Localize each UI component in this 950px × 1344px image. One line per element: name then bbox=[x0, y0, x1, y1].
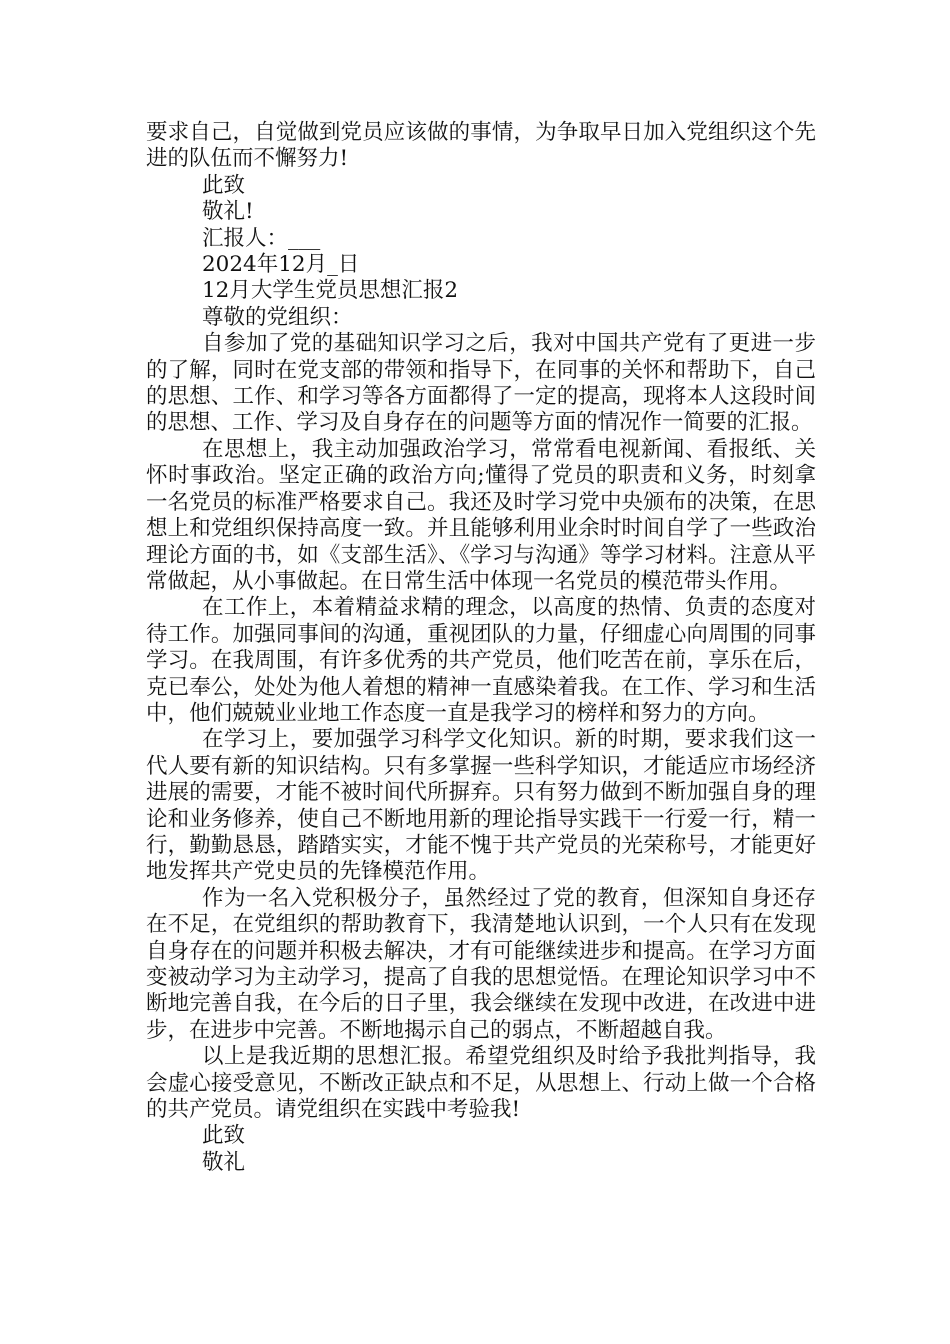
letter2-paragraph-2: 在思想上，我主动加强政治学习，常常看电视新闻、看报纸、关怀时事政治。坚定正确的政治方向;懂得了党员的职责和义务，时刻拿一名党员的标准严格要求自己。我还及时学习党中央颁布的决策，在思想上和党组织保持高度一致。并且能够利用业余时时间自学了一些政治理论方面的书，如《支部生活》、《学习与沟通》等学习材料。注意从平常做起，从小事做起。在日常生活中体现一名党员的模范带头作用。 bbox=[146, 436, 816, 594]
letter1-reporter: 汇报人：___ bbox=[202, 225, 321, 251]
letter2-paragraph-6: 以上是我近期的思想汇报。希望党组织及时给予我批判指导，我会虚心接受意见，不断改正缺点和不足，从思想上、行动上做一个合格的共产党员。请党组织在实践中考验我! bbox=[146, 1044, 816, 1123]
letter2-closing-1: 此致 bbox=[202, 1123, 246, 1149]
letter1-closing-2: 敬礼! bbox=[202, 199, 254, 225]
letter1-date: 2024年12月_日 bbox=[202, 252, 360, 278]
letter2-title: 12月大学生党员思想汇报2 bbox=[202, 278, 459, 304]
letter1-continuation: 要求自己，自觉做到党员应该做的事情，为争取早日加入党组织这个先进的队伍而不懈努力! bbox=[146, 120, 816, 172]
letter2-salutation: 尊敬的党组织： bbox=[202, 304, 353, 330]
letter2-paragraph-3: 在工作上，本着精益求精的理念，以高度的热情、负责的态度对待工作。加强同事间的沟通，重视团队的力量，仔细虚心向周围的同事学习。在我周围，有许多优秀的共产党员，他们吃苦在前，享乐在后，克已奉公，处处为他人着想的精神一直感染着我。在工作、学习和生活中，他们兢兢业业地工作态度一直是我学习的榜样和努力的方向。 bbox=[146, 595, 816, 726]
letter1-closing-1: 此致 bbox=[202, 172, 246, 198]
document-page bbox=[146, 120, 816, 1176]
letter2-paragraph-5: 作为一名入党积极分子，虽然经过了党的教育，但深知自身还存在不足，在党组织的帮助教育下，我清楚地认识到，一个人只有在发现自身存在的问题并积极去解决，才有可能继续进步和提高。在学习方面变被动学习为主动学习，提高了自我的思想觉悟。在理论知识学习中不断地完善自我，在今后的日子里，我会继续在发现中改进，在改进中进步，在进步中完善。不断地揭示自己的弱点，不断超越自我。 bbox=[146, 885, 816, 1043]
letter2-closing-2: 敬礼 bbox=[202, 1149, 246, 1175]
letter2-paragraph-4: 在学习上，要加强学习科学文化知识。新的时期，要求我们这一代人要有新的知识结构。只有多掌握一些科学知识，才能适应市场经济进展的需要，才能不被时间代所摒弃。只有努力做到不断加强自身的理论和业务修养，使自己不断地用新的理论指导实践干一行爱一行，精一行，勤勤恳恳，踏踏实实，才能不愧于共产党员的光荣称号，才能更好地发挥共产党史员的先锋模范作用。 bbox=[146, 727, 816, 885]
letter2-paragraph-1: 自参加了党的基础知识学习之后，我对中国共产党有了更进一步的了解，同时在党支部的带领和指导下，在同事的关怀和帮助下，自己的思想、工作、和学习等各方面都得了一定的提高，现将本人这段时间的思想、工作、学习及自身存在的问题等方面的情况作一简要的汇报。 bbox=[146, 331, 816, 436]
